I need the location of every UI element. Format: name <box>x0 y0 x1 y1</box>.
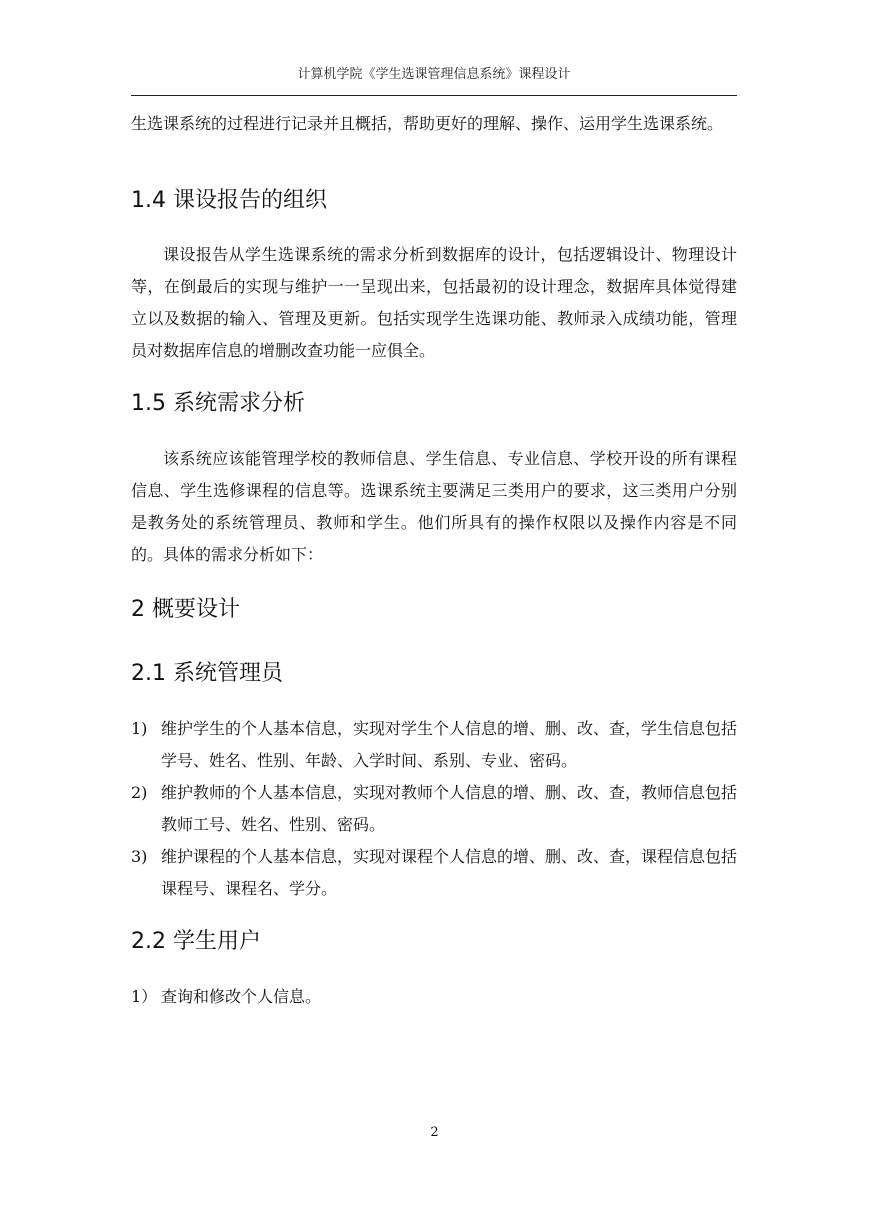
heading-2: 2 概要设计 <box>131 597 240 622</box>
heading-2-1: 2.1 系统管理员 <box>131 661 283 686</box>
header-rule <box>131 95 737 96</box>
paragraph-1-4: 课设报告从学生选课系统的需求分析到数据库的设计，包括逻辑设计、物理设计等，在倒最后的实现与维护一一呈现出来，包括最初的设计理念，数据库具体觉得建立以及数据的输入、管理及更新。包括实现学生选课功能、教师录入成绩功能，管理员对数据库信息的增删改查功能一应俱全。 <box>131 245 737 360</box>
list-item <box>131 981 737 1013</box>
page-number: 2 <box>430 1125 439 1140</box>
paragraph-1-5: 该系统应该能管理学校的教师信息、学生信息、专业信息、学校开设的所有课程信息、学生选修课程的信息等。选课系统主要满足三类用户的要求，这三类用户分别是教务处的系统管理员、教师和学生。他们所具有的操作权限以及操作内容是不同的。具体的需求分析如下： <box>131 449 737 564</box>
heading-1-5: 1.5 系统需求分析 <box>131 391 305 416</box>
list-number: 2) <box>131 783 148 802</box>
heading-2-2: 2.2 学生用户 <box>131 929 261 954</box>
document-body <box>131 108 737 1013</box>
list-text: 查询和修改个人信息。 <box>161 987 322 1006</box>
running-header: 计算机学院《学生选课管理信息系统》课程设计 <box>297 67 571 82</box>
list-number: 1) <box>131 719 148 738</box>
list-item <box>131 713 737 777</box>
intro-continuation: 生选课系统的过程进行记录并且概括，帮助更好的理解、操作、运用学生选课系统。 <box>131 114 724 133</box>
student-requirements-list <box>131 981 737 1013</box>
list-text: 维护教师的个人基本信息，实现对教师个人信息的增、删、改、查，教师信息包括教师工号、姓名、性别、密码。 <box>161 783 738 834</box>
list-item <box>131 777 737 841</box>
list-text: 维护学生的个人基本信息，实现对学生个人信息的增、删、改、查，学生信息包括学号、姓名、性别、年龄、入学时间、系别、专业、密码。 <box>161 719 738 770</box>
heading-1-4: 1.4 课设报告的组织 <box>131 188 327 213</box>
list-text: 维护课程的个人基本信息，实现对课程个人信息的增、删、改、查，课程信息包括课程号、课程名、学分。 <box>161 847 738 898</box>
list-number: 3) <box>131 847 148 866</box>
admin-requirements-list <box>131 713 737 905</box>
list-item <box>131 841 737 905</box>
list-number: 1） <box>131 987 158 1006</box>
